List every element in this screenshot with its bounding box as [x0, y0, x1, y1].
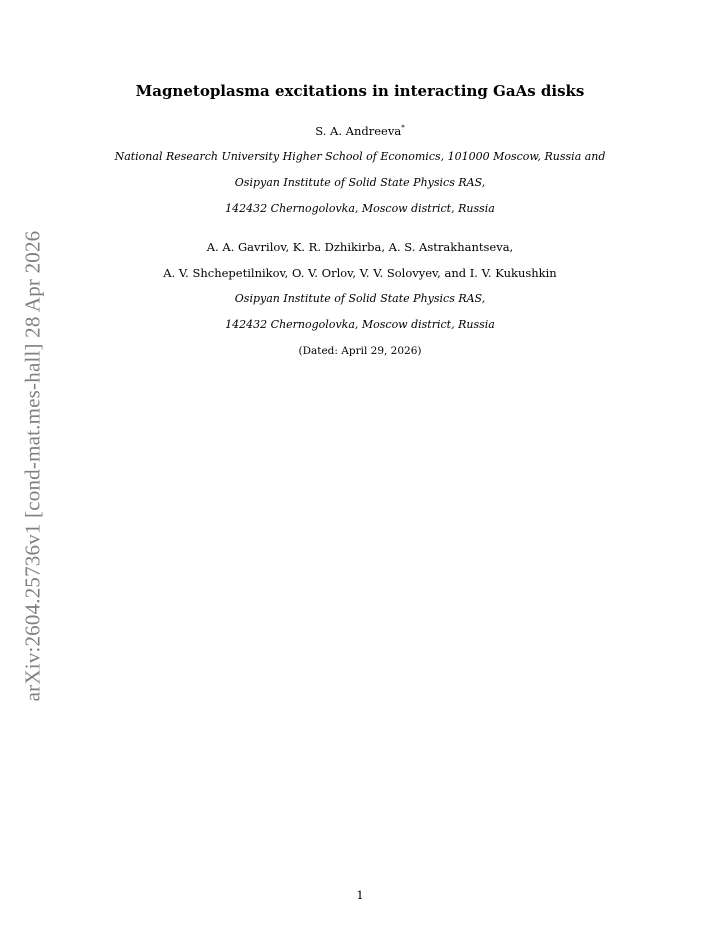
coauthors-line-1: A. A. Gavrilov, K. R. Dzhikirba, A. S. Astrakhantseva, [206, 240, 514, 254]
first-author-name: S. A. Andreeva [315, 124, 402, 138]
first-affiliation-line-1: National Research University Higher School of Economics, 101000 Moscow, Russia and [114, 150, 606, 163]
second-affiliation-line-2: 142432 Chernogolovka, Moscow district, Russia [225, 318, 495, 331]
first-affiliation-line-2: Osipyan Institute of Solid State Physics RAS, [234, 176, 486, 189]
page-number: 1 [356, 888, 364, 902]
arxiv-identifier-stamp: arXiv:2604.25736v1 [cond-mat.mes-hall] 28 Apr 2026 [20, 230, 45, 702]
dated-line: (Dated: April 29, 2026) [298, 345, 422, 357]
first-affiliation-line-3: 142432 Chernogolovka, Moscow district, Russia [225, 202, 495, 215]
paper-title: Magnetoplasma excitations in interacting GaAs disks [135, 82, 585, 100]
second-affiliation-line-1: Osipyan Institute of Solid State Physics RAS, [234, 292, 486, 305]
corresponding-author-marker: * [401, 124, 405, 133]
first-author [0, 124, 720, 138]
coauthors-line-2: A. V. Shchepetilnikov, O. V. Orlov, V. V. Solovyev, and I. V. Kukushkin [163, 266, 557, 280]
